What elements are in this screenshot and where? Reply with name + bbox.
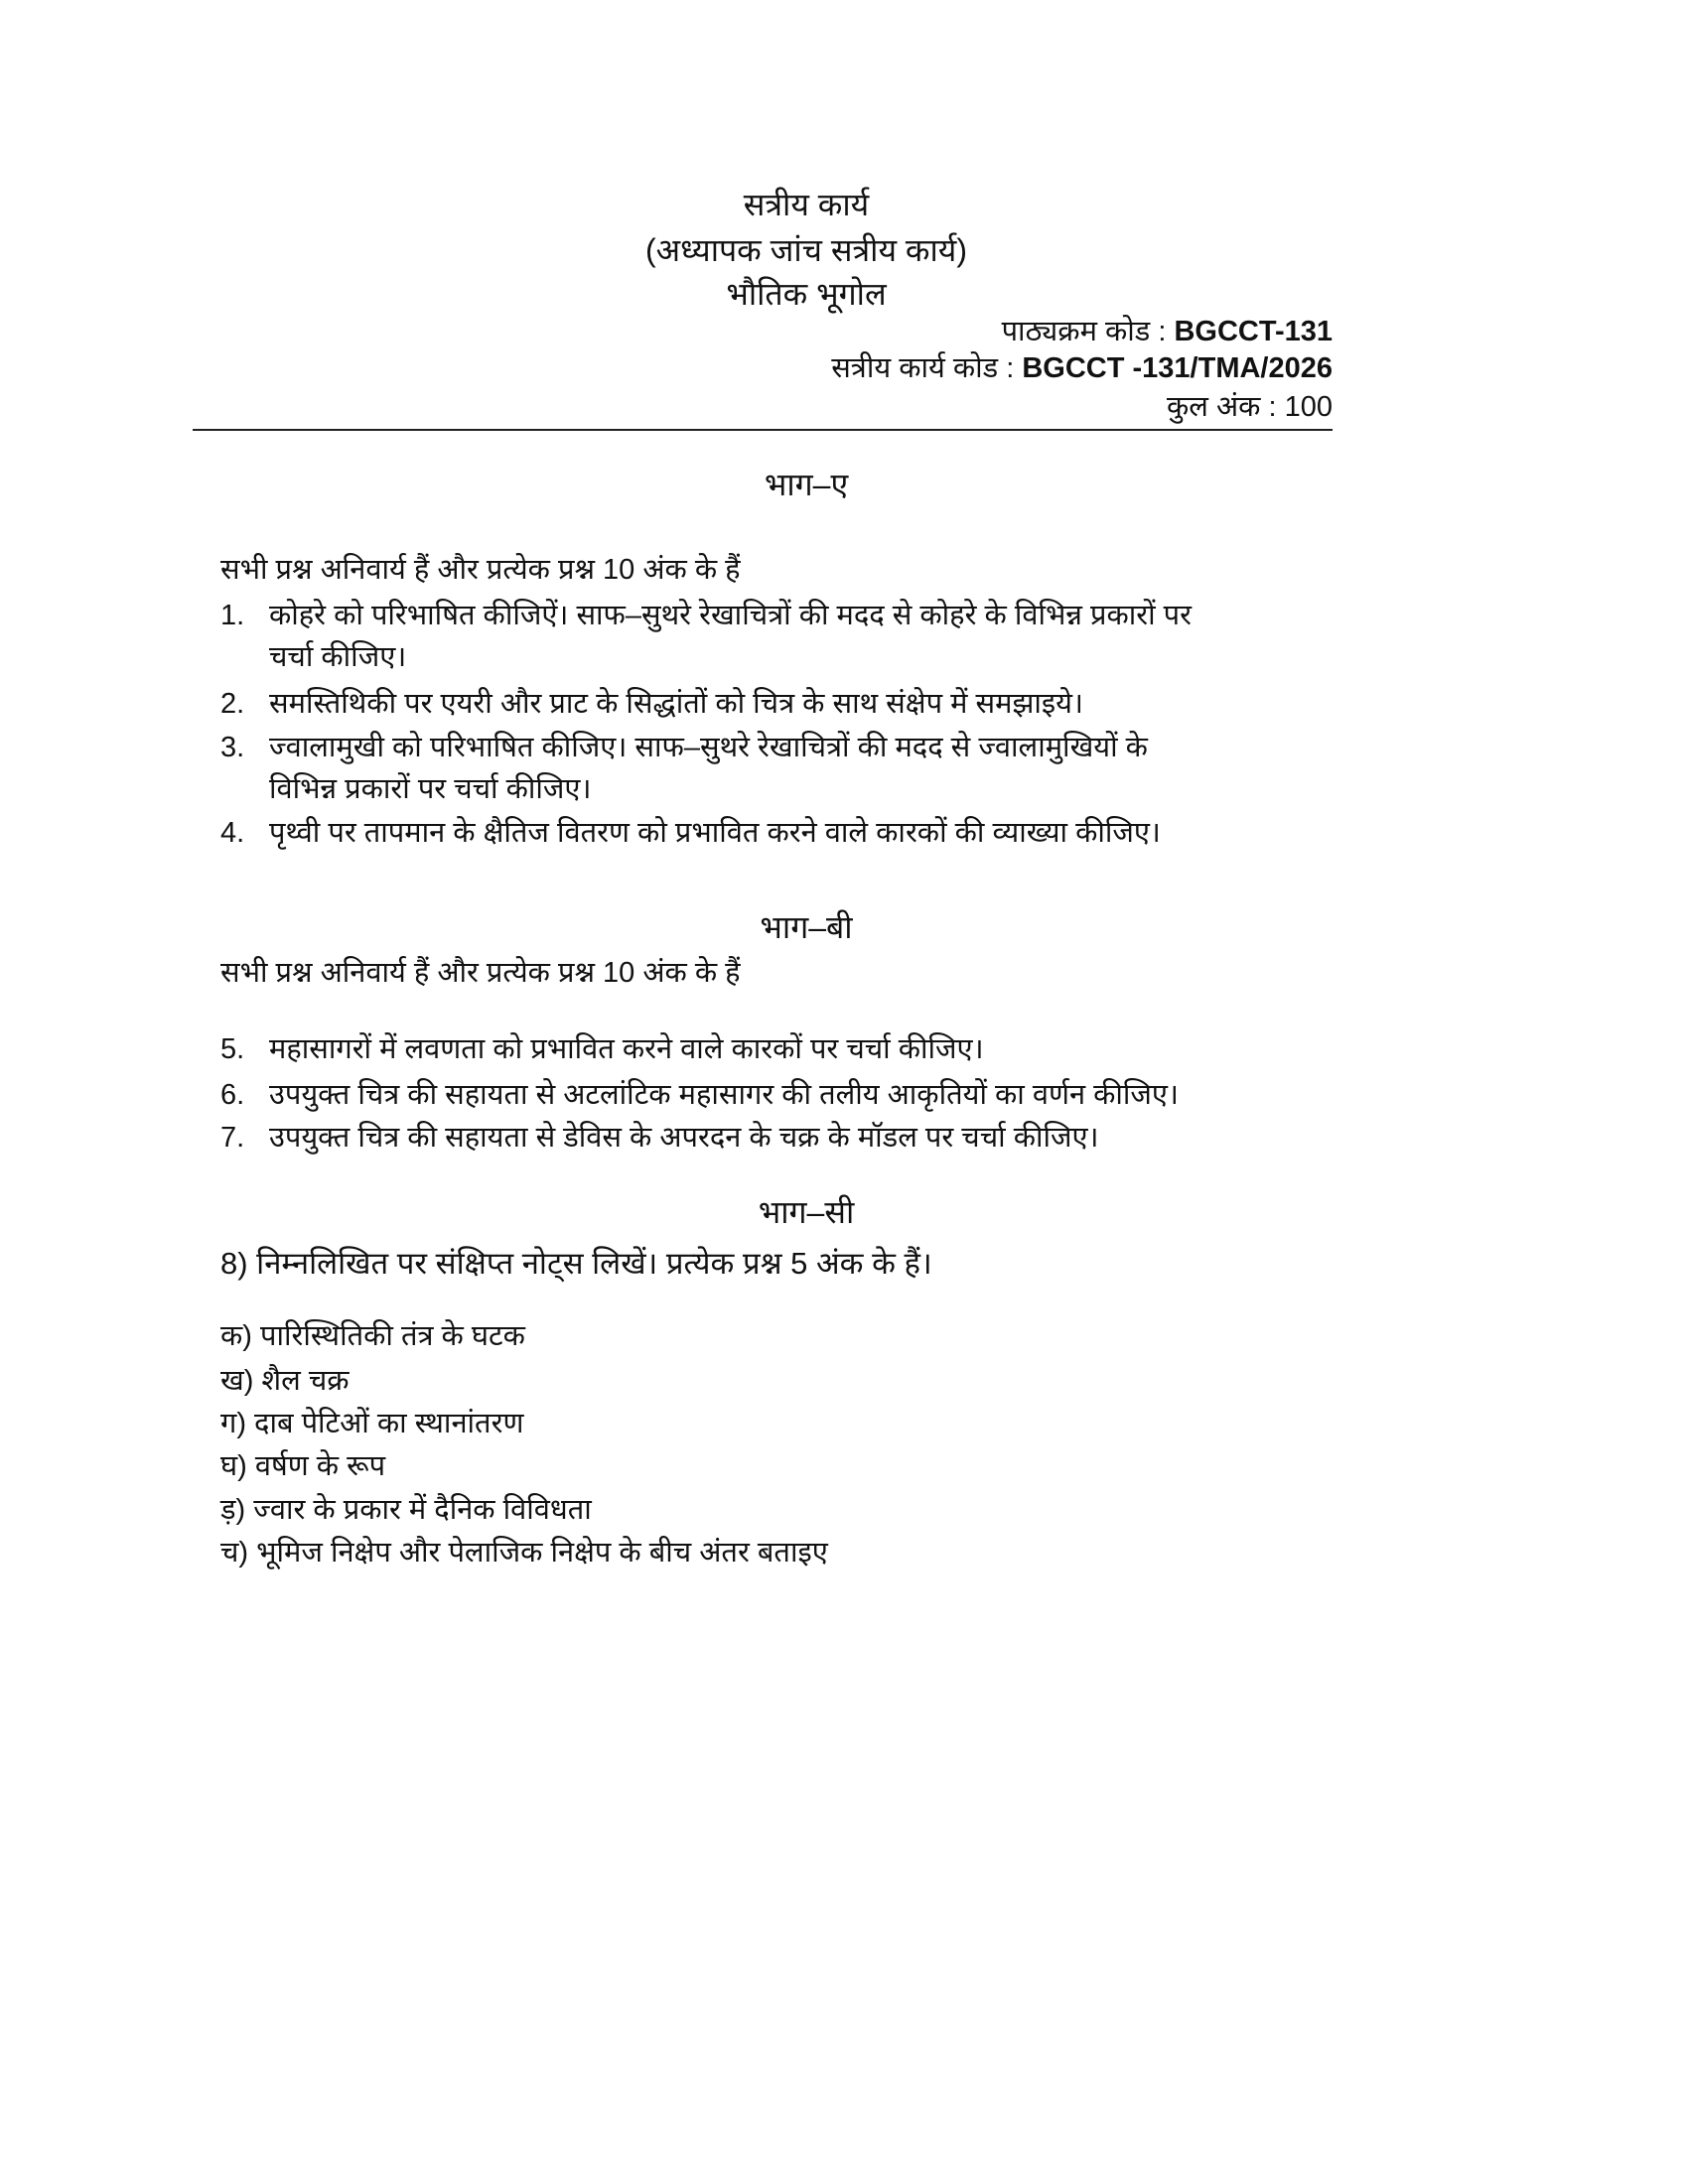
question-number: 4. — [220, 817, 245, 849]
course-code-line — [1002, 318, 1333, 346]
question-number: 5. — [220, 1033, 245, 1065]
course-code: BGCCT-131 — [1174, 316, 1333, 347]
assignment-code-label: सत्रीय कार्य कोड : — [831, 352, 1015, 384]
question-text: उपयुक्त चित्र की सहायता से अटलांटिक महासागर की तलीय आकृतियों का वर्णन कीजिए। — [269, 1079, 1179, 1111]
header-divider — [193, 429, 1333, 431]
section-b-instruction: सभी प्रश्न अनिवार्य हैं और प्रत्येक प्रश्न 10 अंक के हैं — [220, 957, 741, 989]
question-text-cont: विभिन्न प्रकारों पर चर्चा कीजिए। — [269, 773, 592, 805]
question-text: कोहरे को परिभाषित कीजिऐं। साफ–सुथरे रेखाचित्रों की मदद से कोहरे के विभिन्न प्रकारों पर — [269, 600, 1192, 631]
question-text: महासागरों में लवणता को प्रभावित करने वाले कारकों पर चर्चा कीजिए। — [269, 1033, 984, 1065]
question-number: 7. — [220, 1122, 245, 1154]
question-number: 2. — [220, 688, 245, 720]
marks-value: 100 — [1284, 391, 1333, 423]
section-a-heading: भाग–ए — [764, 467, 849, 502]
assignment-code: BGCCT -131/TMA/2026 — [1022, 352, 1333, 384]
title-subject: भौतिक भूगोल — [726, 276, 887, 312]
note-item: ग) दाब पेटिओं का स्थानांतरण — [220, 1408, 524, 1439]
question-number: 1. — [220, 600, 245, 631]
question-text: ज्वालामुखी को परिभाषित कीजिए। साफ–सुथरे रेखाचित्रों की मदद से ज्वालामुखियों के — [269, 732, 1148, 763]
assignment-code-line — [831, 354, 1333, 383]
question-number: 6. — [220, 1079, 245, 1111]
title-tutor-marked: (अध्यापक जांच सत्रीय कार्य) — [645, 232, 967, 268]
marks-label: कुल अंक : — [1167, 391, 1277, 423]
section-a-instruction: सभी प्रश्न अनिवार्य हैं और प्रत्येक प्रश्न 10 अंक के हैं — [220, 554, 741, 586]
question-text: उपयुक्त चित्र की सहायता से डेविस के अपरदन के चक्र के मॉडल पर चर्चा कीजिए। — [269, 1122, 1099, 1154]
section-c-heading: भाग–सी — [758, 1194, 855, 1230]
note-item: घ) वर्षण के रूप — [220, 1450, 386, 1482]
course-code-label: पाठ्यक्रम कोड : — [1001, 316, 1167, 347]
note-item: ड़) ज्वार के प्रकार में दैनिक विविधता — [220, 1494, 592, 1526]
note-item: च) भूमिज निक्षेप और पेलाजिक निक्षेप के बीच अंतर बताइए — [220, 1537, 828, 1569]
question-text-cont: चर्चा कीजिए। — [269, 641, 407, 673]
question-text: पृथ्वी पर तापमान के क्षैतिज वितरण को प्रभावित करने वाले कारकों की व्याख्या कीजिए। — [269, 817, 1161, 849]
question-text: समस्तिथिकी पर एयरी और प्राट के सिद्धांतों को चित्र के साथ संक्षेप में समझाइये। — [269, 688, 1083, 720]
note-item: क) पारिस्थितिकी तंत्र के घटक — [220, 1320, 525, 1352]
marks-line — [1167, 393, 1333, 422]
question-number: 3. — [220, 732, 245, 763]
section-c-question: 8) निम्नलिखित पर संक्षिप्त नोट्स लिखें। प्रत्येक प्रश्न 5 अंक के हैं। — [220, 1246, 932, 1281]
title-assignment: सत्रीय कार्य — [743, 187, 870, 222]
note-item: ख) शैल चक्र — [220, 1365, 350, 1397]
section-b-heading: भाग–बी — [760, 909, 853, 945]
